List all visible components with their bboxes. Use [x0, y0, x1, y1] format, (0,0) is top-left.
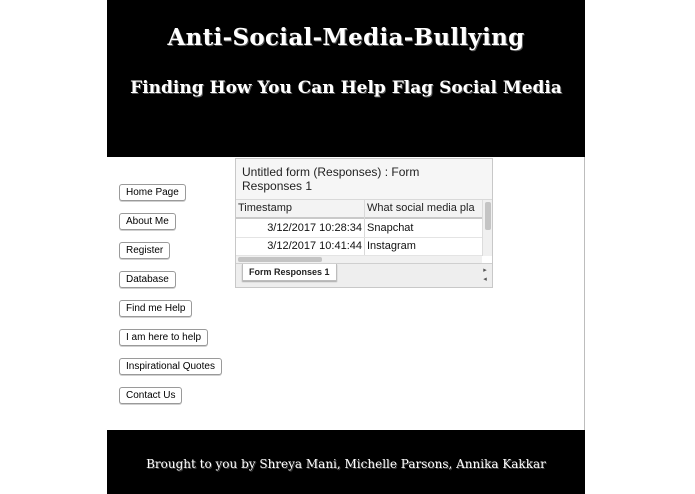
nav-find-help-button[interactable]: Find me Help: [119, 300, 192, 317]
site-footer: [107, 430, 585, 494]
sheet-tab-form-responses[interactable]: Form Responses 1: [242, 264, 337, 281]
responses-sheet-embed[interactable]: [235, 158, 493, 288]
column-header-timestamp[interactable]: Timestamp: [238, 202, 292, 214]
footer-credits: Brought to you by Shreya Mani, Michelle Parsons, Annika Kakkar: [146, 457, 546, 471]
sheet-title: Untitled form (Responses) : Form Responses 1: [242, 165, 420, 193]
chevron-left-icon[interactable]: ◂: [483, 276, 487, 283]
cell-social-media[interactable]: Snapchat: [367, 222, 414, 234]
cell-social-media[interactable]: Instagram: [367, 240, 416, 252]
vertical-scrollbar[interactable]: [482, 200, 493, 256]
site-title: Anti-Social-Media-Bullying: [167, 24, 525, 51]
sheet-grid[interactable]: [236, 199, 492, 264]
page-container: [107, 0, 585, 494]
chevron-right-icon[interactable]: ▸: [483, 267, 487, 274]
nav-quotes-button[interactable]: Inspirational Quotes: [119, 358, 222, 375]
sheet-header-row: [236, 200, 482, 219]
site-header: [107, 0, 585, 157]
sheet-tab-bar: [236, 263, 492, 288]
table-row: [236, 237, 482, 256]
tab-scroll-arrows[interactable]: [480, 266, 490, 284]
vertical-scroll-thumb[interactable]: [485, 202, 491, 230]
nav-contact-button[interactable]: Contact Us: [119, 387, 182, 404]
nav-about-me-button[interactable]: About Me: [119, 213, 176, 230]
nav-here-to-help-button[interactable]: I am here to help: [119, 329, 208, 346]
nav-register-button[interactable]: Register: [119, 242, 170, 259]
cell-timestamp[interactable]: 3/12/2017 10:41:44: [267, 240, 362, 252]
nav-home-button[interactable]: Home Page: [119, 184, 186, 201]
column-header-social-media[interactable]: What social media pla: [367, 202, 475, 214]
nav-database-button[interactable]: Database: [119, 271, 176, 288]
site-subtitle: Finding How You Can Help Flag Social Media: [130, 78, 562, 98]
table-row: [236, 219, 482, 238]
cell-timestamp[interactable]: 3/12/2017 10:28:34: [267, 222, 362, 234]
horizontal-scroll-thumb[interactable]: [238, 257, 322, 262]
